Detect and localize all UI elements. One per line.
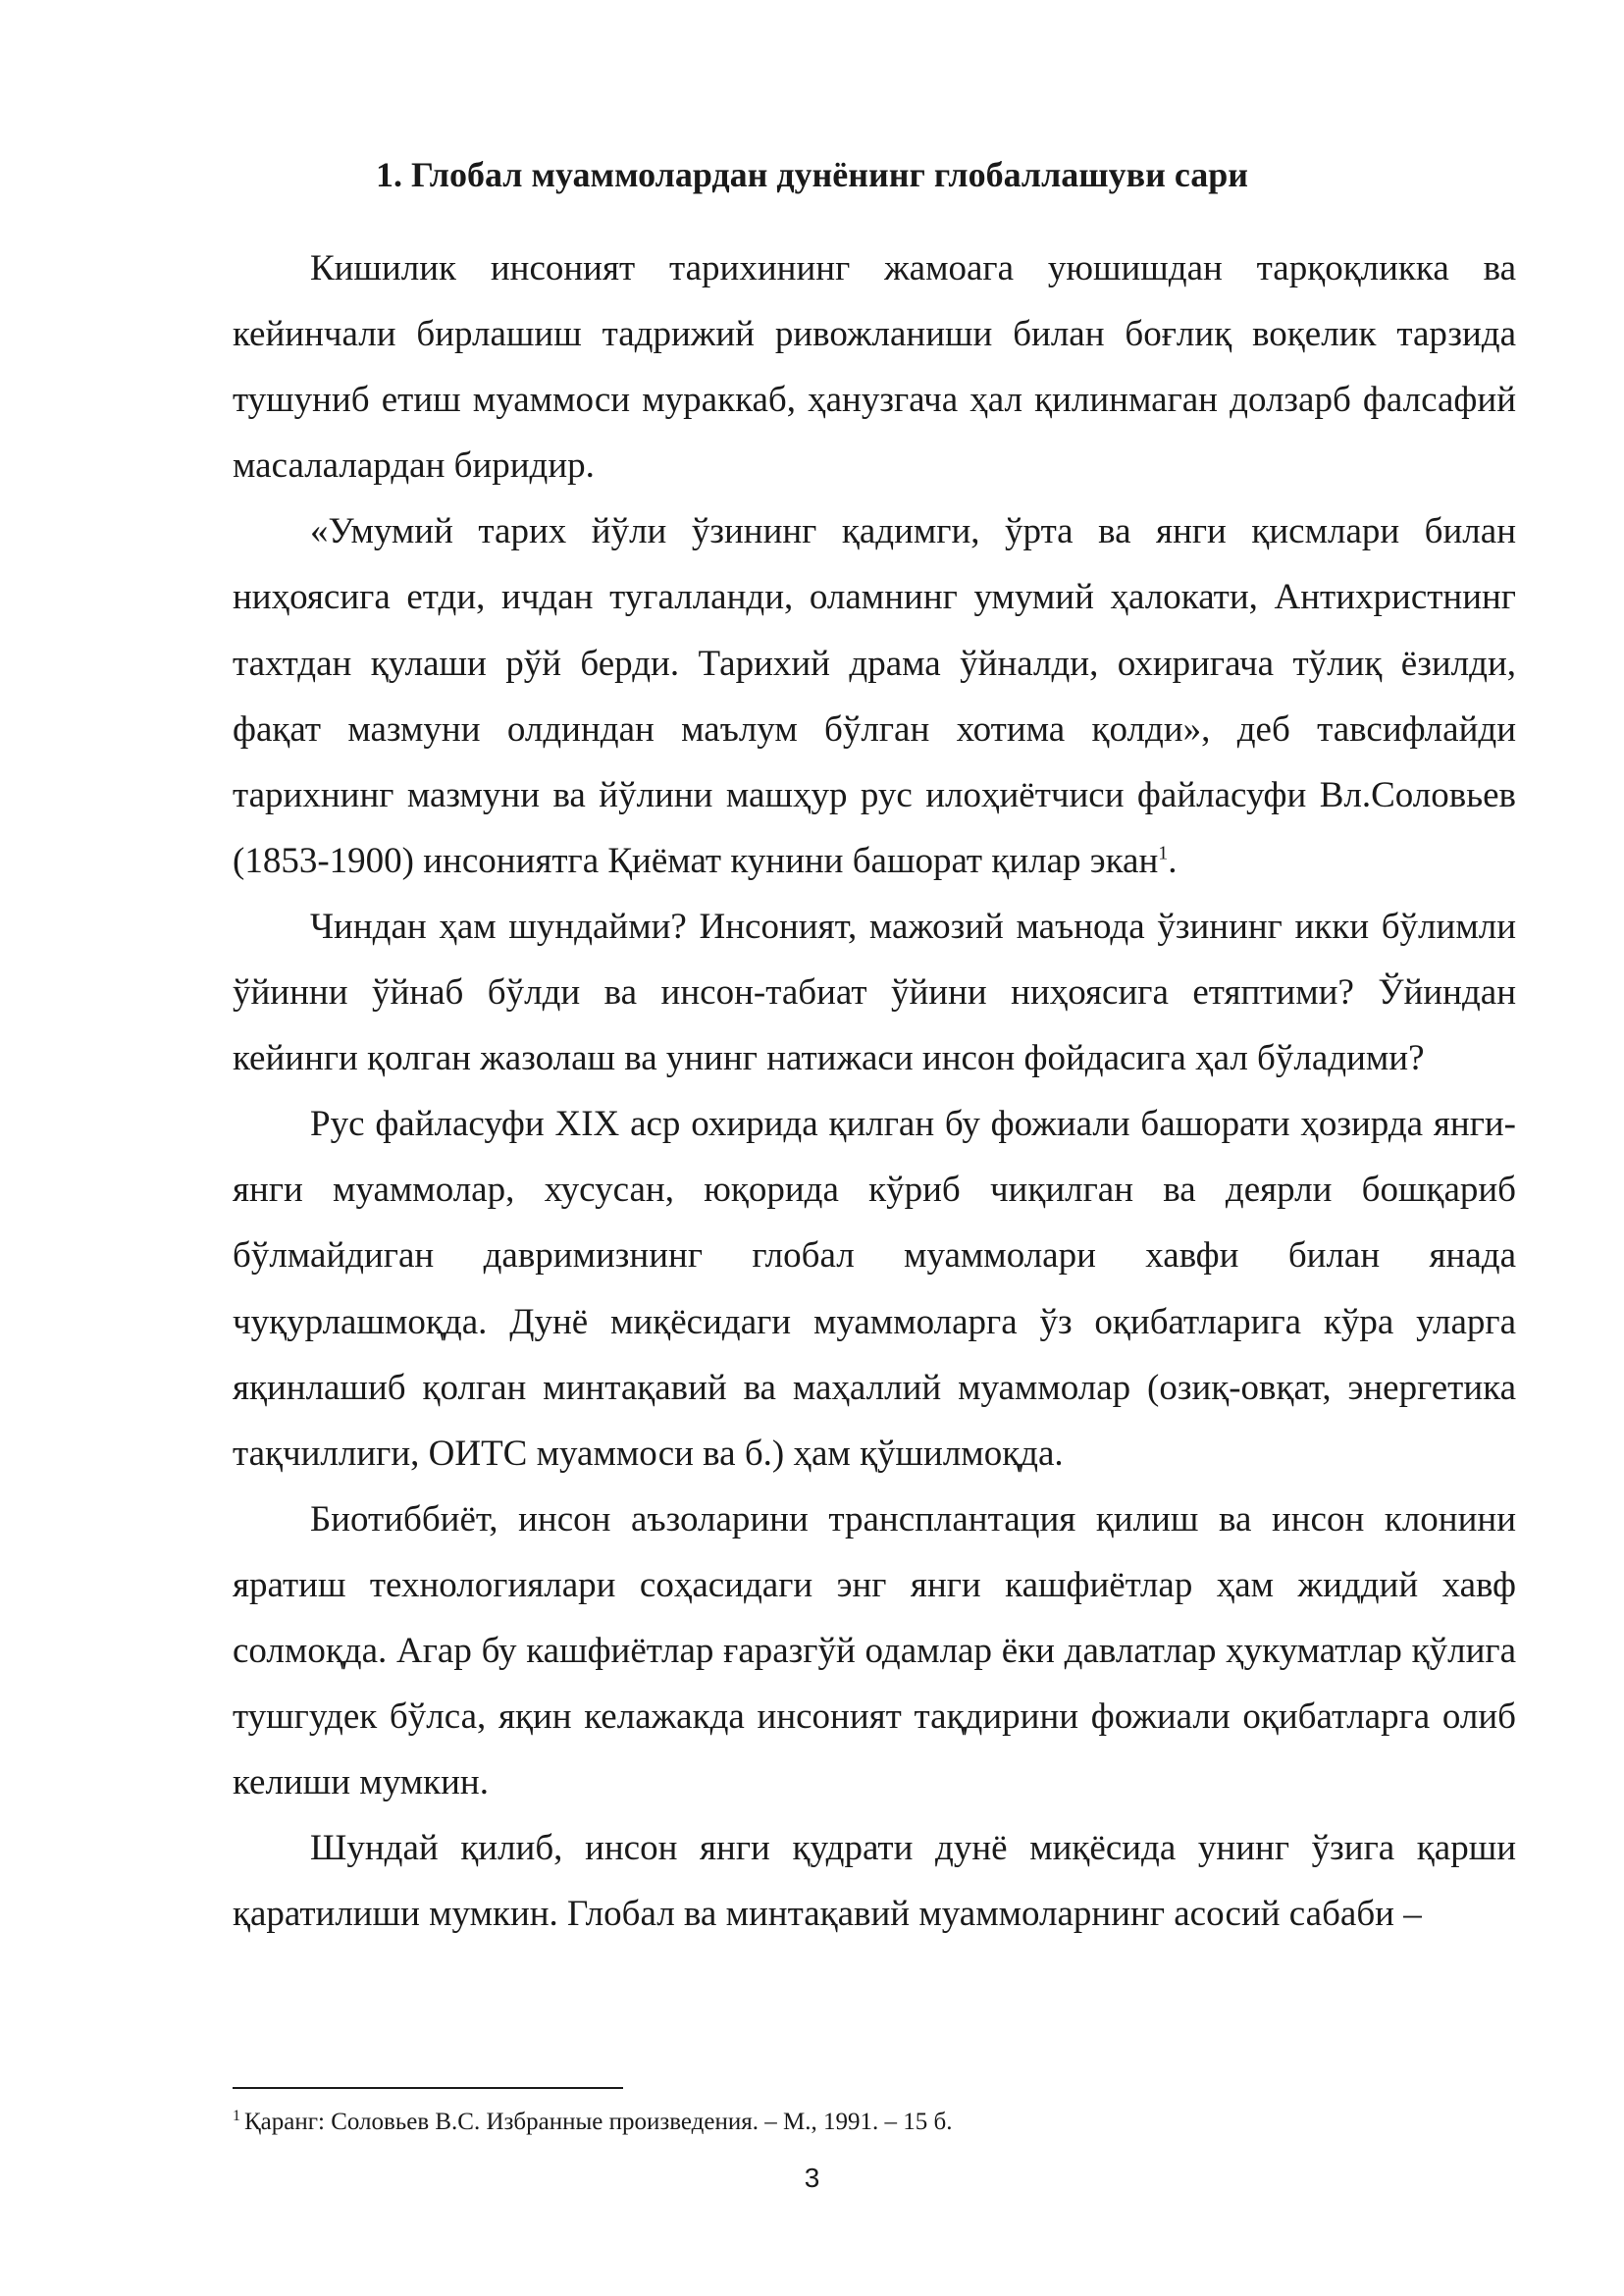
paragraph-conclusion: Шундай қилиб, инсон янги қудрати дунё миқёсида унинг ўзига қарши қаратилиши мумкин. Глобал ва минтақавий муаммоларнинг асосий сабаби – bbox=[233, 1828, 1516, 1935]
paragraph-biomedicine: Биотиббиёт, инсон аъзоларини трансплантация қилиш ва инсон клонини яратиш технологиялари соҳасидаги энг янги кашфиётлар ҳам жиддий хавф солмоқда. Агар бу кашфиётлар ғаразгўй одамлар ёки давлатлар ҳукуматлар қўлига тушгудек бўлса, яқин келажакда инсоният тақдирини фожиали оқибатларга олиб келиши мумкин. bbox=[233, 1498, 1516, 1803]
footnote bbox=[233, 2107, 1516, 2138]
body-text bbox=[233, 235, 1516, 1947]
paragraph-prophecy: Рус файласуфи XIX аср охирида қилган бу фожиали башорати ҳозирда янги-янги муаммолар, хусусан, юқорида кўриб чиқилган ва деярли бошқариб бўлмайдиган давримизнинг глобал муаммолари хавфи билан янада чуқурлашмоқда. Дунё миқёсидаги муаммоларга ўз оқибатларига кўра уларга яқинлашиб қолган минтақавий ва маҳаллий муаммолар (озиқ-овқат, энергетика тақчиллиги, ОИТС муаммоси ва б.) ҳам қўшилмоқда. bbox=[233, 1104, 1516, 1474]
section-title: 1. Глобал муаммолардан дунёнинг глобаллашуви сари bbox=[375, 155, 1249, 194]
footnote-divider bbox=[233, 2087, 623, 2089]
footnote-reference[interactable]: 1 bbox=[1158, 842, 1169, 864]
paragraph-quote bbox=[233, 498, 1516, 894]
footnote-marker: 1 bbox=[233, 2107, 240, 2124]
footnote-text: Қаранг: Соловьев В.С. Избранные произведения. – М., 1991. – 15 б. bbox=[244, 2109, 953, 2135]
paragraph-question: Чиндан ҳам шундайми? Инсоният, мажозий маънода ўзининг икки бўлимли ўйинни ўйнаб бўлди ва инсон-табиат ўйини ниҳоясига етяптими? Ўйиндан кейинги қолган жазолаш ва унинг натижаси инсон фойдасига ҳал бўладими? bbox=[233, 906, 1516, 1079]
page-number: 3 bbox=[804, 2163, 820, 2193]
quote-text: «Умумий тарих йўли ўзининг қадимги, ўрта ва янги қисмлари билан ниҳоясига етди, ичдан тугалланди, оламнинг умумий ҳалокати, Антихристнинг тахтдан қулаши рўй берди. Тарихий драма ўйналди, охиригача тўлиқ ёзилди, фақат мазмуни олдиндан маълум бўлган хотима қолди», деб тавсифлайди тарихнинг мазмуни ва йўлини машҳур рус илоҳиётчиси файласуфи Вл.Соловьев (1853-1900) инсониятга Қиёмат кунини башорат қилар экан bbox=[233, 511, 1516, 881]
paragraph-intro: Кишилик инсоният тарихининг жамоага уюшишдан тарқоқликка ва кейинчали бирлашиш тадрижий ривожланиши билан боғлиқ воқелик тарзида тушуниб етиш муаммоси мураккаб, ҳанузгача ҳал қилинмаган долзарб фалсафий масалалардан биридир. bbox=[233, 248, 1516, 487]
quote-end: . bbox=[1168, 840, 1178, 881]
